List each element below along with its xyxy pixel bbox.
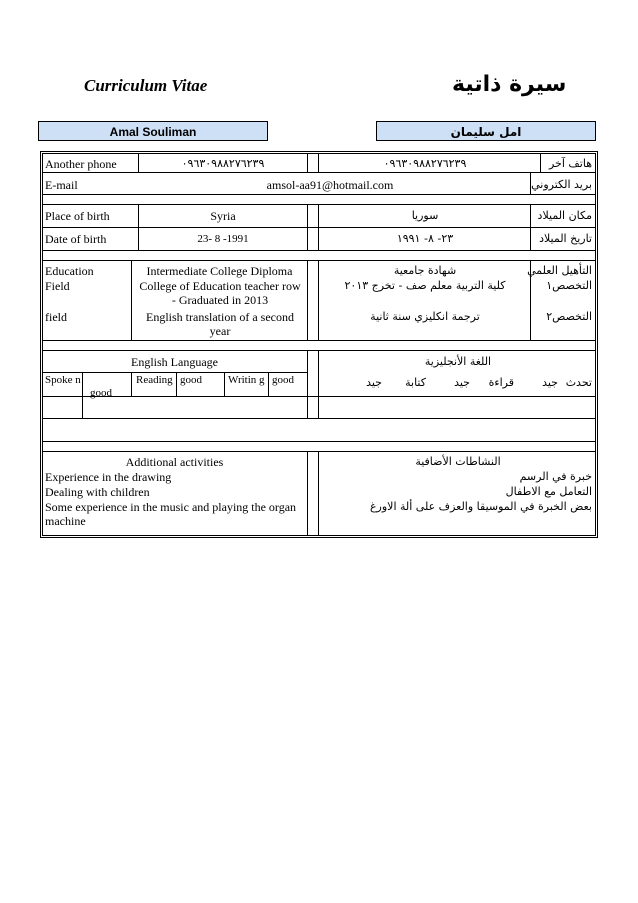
field-ar: كلية التربية معلم صف - تخرج ٢٠١٣ [344, 279, 506, 292]
phone-label: Another phone [45, 157, 117, 171]
column-divider [224, 372, 225, 396]
row-divider [42, 227, 596, 228]
activity-item-ar: خبرة في الرسم [519, 470, 592, 483]
date-of-birth-label: Date of birth [45, 232, 107, 246]
reading-label: Reading [136, 374, 173, 386]
education-label-ar: التأهيل العلمي [527, 264, 592, 277]
place-of-birth-en: Syria [210, 209, 236, 223]
name-english-box: Amal Souliman [38, 121, 268, 141]
spoken-label: Spoke n [45, 374, 81, 386]
email-value[interactable]: amsol-aa91@hotmail.com [266, 178, 394, 192]
row-divider [42, 194, 596, 195]
date-of-birth-ar: ٢٣- ٨- ١٩٩١ [396, 232, 454, 245]
education-en: Intermediate College Diploma [146, 264, 293, 278]
column-divider [82, 372, 83, 396]
column-divider [318, 153, 319, 172]
english-language-title-ar: اللغة الأنجليزية [424, 355, 492, 368]
activity-item-en: Experience in the drawing [45, 470, 172, 484]
column-divider [307, 204, 308, 250]
row-divider [42, 172, 596, 173]
field2-label: field [45, 310, 67, 324]
row-divider [42, 418, 596, 419]
column-divider [307, 350, 308, 418]
name-arabic-box: امل سليمان [376, 121, 596, 141]
column-divider [318, 204, 319, 250]
column-divider [318, 260, 319, 340]
column-divider [307, 260, 308, 340]
activity-item-ar: التعامل مع الاطفال [505, 485, 592, 498]
spoken-value: good [90, 387, 112, 399]
speak-value-ar: جيد [542, 376, 558, 389]
row-divider [42, 340, 596, 341]
column-divider [268, 372, 269, 396]
email-label-ar: بريد الكتروني [531, 178, 592, 191]
speak-label-ar: تحدث [565, 376, 592, 389]
writing-label: Writin g [228, 374, 265, 386]
phone-value-en: ٠٩٦٣٠٩٨٨٢٧٦٢٣٩ [181, 157, 265, 170]
field-label-ar: التخصص١ [546, 279, 592, 292]
column-divider [540, 153, 541, 172]
row-divider [42, 372, 307, 373]
read-value-ar: جيد [454, 376, 470, 389]
writing-value: good [272, 374, 294, 386]
phone-label-ar: هاتف آخر [548, 157, 592, 170]
place-of-birth-ar: سوريا [411, 209, 439, 222]
row-divider [42, 250, 596, 251]
column-divider [307, 451, 308, 536]
title-arabic: سيرة ذاتية [452, 72, 567, 97]
activity-item-en: Dealing with children [45, 485, 150, 499]
column-divider [131, 372, 132, 396]
column-divider [318, 350, 319, 418]
row-divider [42, 396, 596, 397]
date-of-birth-en: 23- 8 -1991 [197, 233, 249, 245]
place-of-birth-label: Place of birth [45, 209, 110, 223]
column-divider [131, 260, 132, 340]
phone-value-ar: ٠٩٦٣٠٩٨٨٢٧٦٢٣٩ [383, 157, 467, 170]
education-ar: شهادة جامعية [393, 264, 457, 277]
write-value-ar: جيد [366, 376, 382, 389]
row-divider [42, 451, 596, 452]
reading-value: good [180, 374, 202, 386]
additional-activities-title-ar: النشاطات الأضافية [415, 455, 501, 468]
row-divider [42, 441, 596, 442]
column-divider [318, 451, 319, 536]
activity-item-en: Some experience in the music and playing the organ machine [45, 500, 297, 528]
column-divider [530, 204, 531, 250]
field-label: Field [45, 279, 70, 293]
field2-en: English translation of a second year [146, 310, 294, 338]
education-label: Education [45, 264, 94, 278]
column-divider [307, 153, 308, 172]
column-divider [138, 153, 139, 172]
row-divider [42, 350, 596, 351]
email-label: E-mail [45, 178, 78, 192]
additional-activities-title: Additional activities [125, 455, 224, 469]
place-of-birth-label-ar: مكان الميلاد [537, 209, 592, 222]
date-of-birth-label-ar: تاريخ الميلاد [539, 232, 592, 245]
field-en: College of Education teacher row - Graduated in 2013 [139, 279, 301, 307]
row-divider [42, 204, 596, 205]
column-divider [138, 204, 139, 250]
field2-label-ar: التخصص٢ [546, 310, 592, 323]
column-divider [82, 396, 83, 418]
title-english: Curriculum Vitae [84, 76, 208, 95]
row-divider [42, 260, 596, 261]
write-label-ar: كتابة [405, 376, 426, 389]
activity-item-ar: بعض الخبرة في الموسيقا والعزف على ألة الاورغ [369, 500, 592, 513]
column-divider [176, 372, 177, 396]
english-language-title: English Language [131, 355, 218, 369]
field2-ar: ترجمة انكليزي سنة ثانية [370, 310, 480, 323]
read-label-ar: قراءة [488, 376, 514, 389]
